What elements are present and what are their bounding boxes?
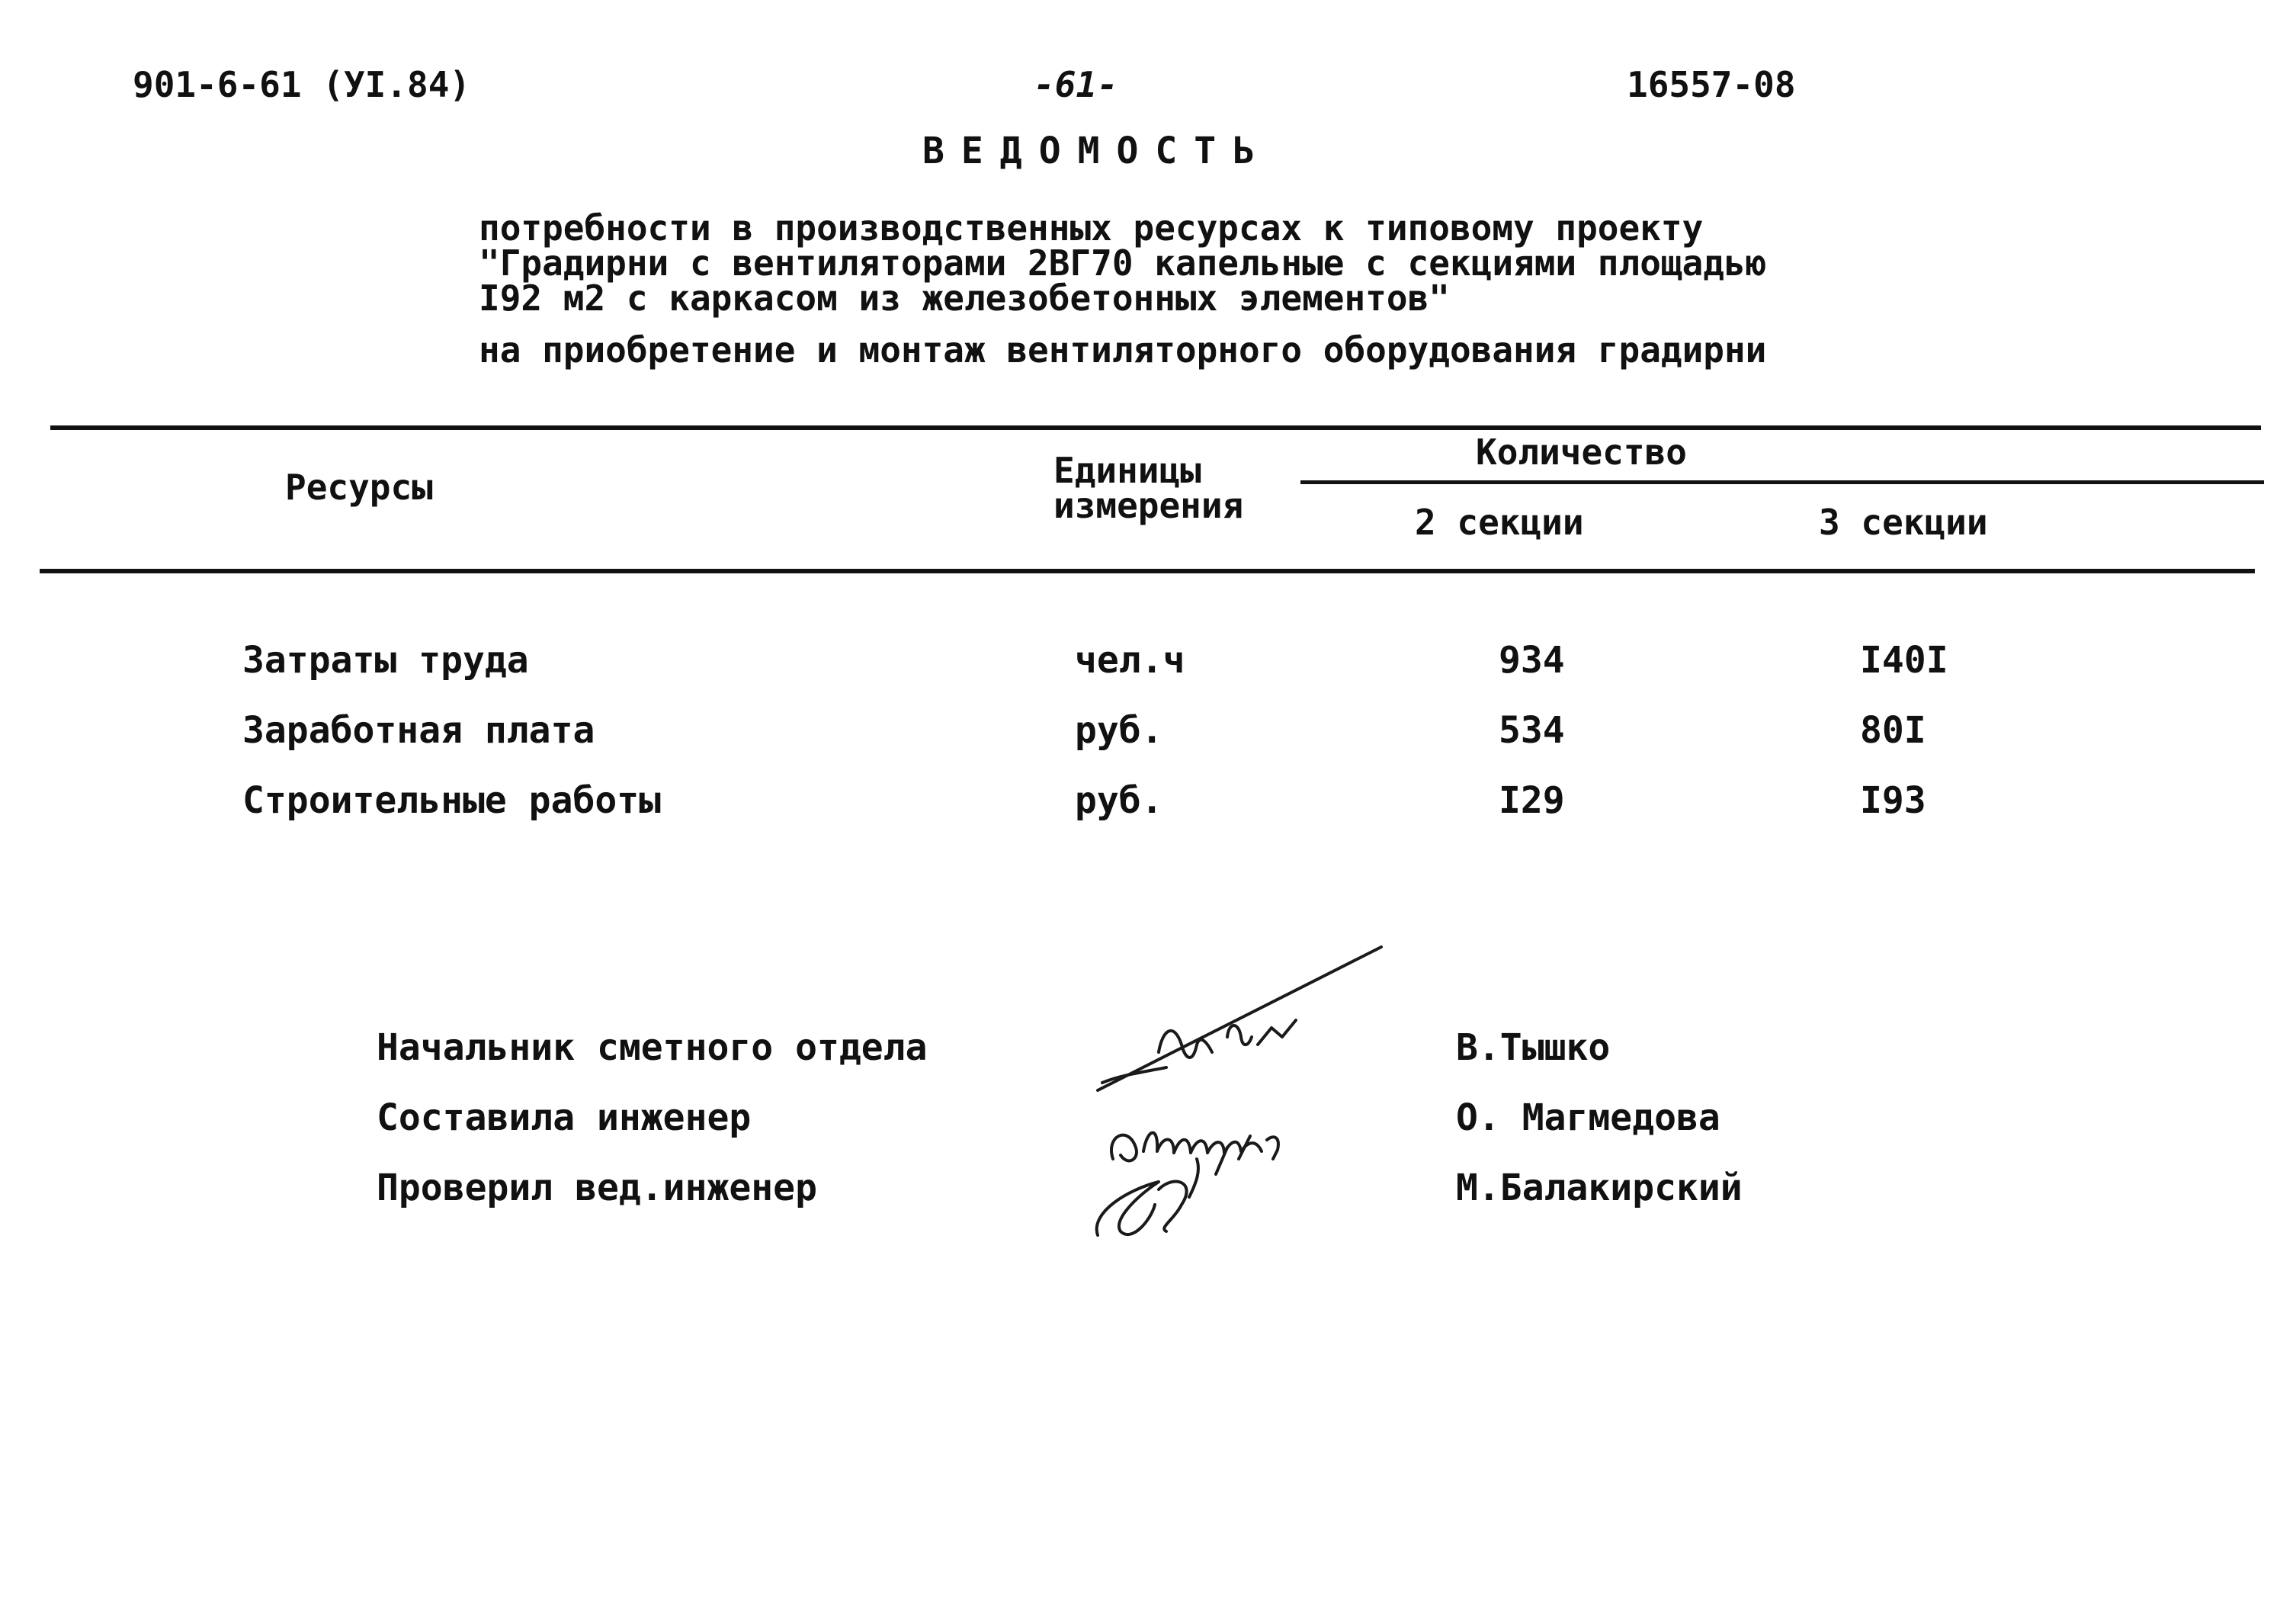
- signature-head-stroke: [1098, 947, 1381, 1090]
- subtitle-line-2: "Градирни с вентиляторами 2ВГ70 капельные с секциями площадью: [479, 242, 1767, 284]
- header-units-line-1: Единицы: [1053, 450, 1201, 491]
- row-construction-unit: руб.: [1075, 779, 1163, 822]
- subtitle-line-4: на приобретение и монтаж вентиляторного оборудования градирни: [479, 329, 1767, 371]
- row-wages-unit: руб.: [1075, 709, 1163, 752]
- row-wages-2-sections: 534: [1499, 709, 1565, 752]
- table-header-bottom-rule: [40, 569, 2255, 573]
- signer-name-head: В.Тышко: [1456, 1026, 1611, 1069]
- signer-role-compiler: Составила инженер: [377, 1096, 752, 1139]
- subtitle-line-3: I92 м2 с каркасом из железобетонных элементов": [479, 278, 1450, 319]
- table-top-rule: [50, 425, 2261, 430]
- row-wages-3-sections: 80I: [1860, 709, 1926, 752]
- row-construction-name: Строительные работы: [242, 779, 662, 822]
- row-construction-2-sections: I29: [1499, 779, 1565, 822]
- handwritten-signatures: [1067, 930, 1403, 1250]
- signature-compiler-scribble: [1111, 1133, 1278, 1161]
- row-labor-3-sections: I40I: [1860, 639, 1948, 682]
- row-labor-unit: чел.ч: [1075, 639, 1185, 682]
- signer-name-checker: М.Балакирский: [1456, 1167, 1743, 1209]
- inventory-number: 16557-08: [1627, 64, 1796, 105]
- row-construction-3-sections: I93: [1860, 779, 1926, 822]
- header-3-sections: 3 секции: [1819, 502, 1988, 543]
- page-number: -61-: [1034, 64, 1118, 105]
- signer-role-checker: Проверил вед.инженер: [377, 1167, 817, 1209]
- row-wages-name: Заработная плата: [242, 709, 595, 752]
- header-units-line-2: измерения: [1053, 485, 1244, 526]
- header-2-sections: 2 секции: [1415, 502, 1584, 543]
- row-labor-name: Затраты труда: [242, 639, 529, 682]
- row-labor-2-sections: 934: [1499, 639, 1565, 682]
- signer-name-compiler: О. Магмедова: [1456, 1096, 1720, 1139]
- document-title: ВЕДОМОСТЬ: [922, 130, 1272, 172]
- header-resources: Ресурсы: [285, 467, 433, 508]
- quantity-header-rule: [1300, 480, 2264, 484]
- subtitle-line-1: потребности в производственных ресурсах к типовому проекту: [479, 207, 1704, 249]
- header-quantity: Количество: [1476, 432, 1687, 473]
- signer-role-head: Начальник сметного отдела: [377, 1026, 928, 1069]
- document-code: 901-6-61 (УI.84): [133, 64, 471, 105]
